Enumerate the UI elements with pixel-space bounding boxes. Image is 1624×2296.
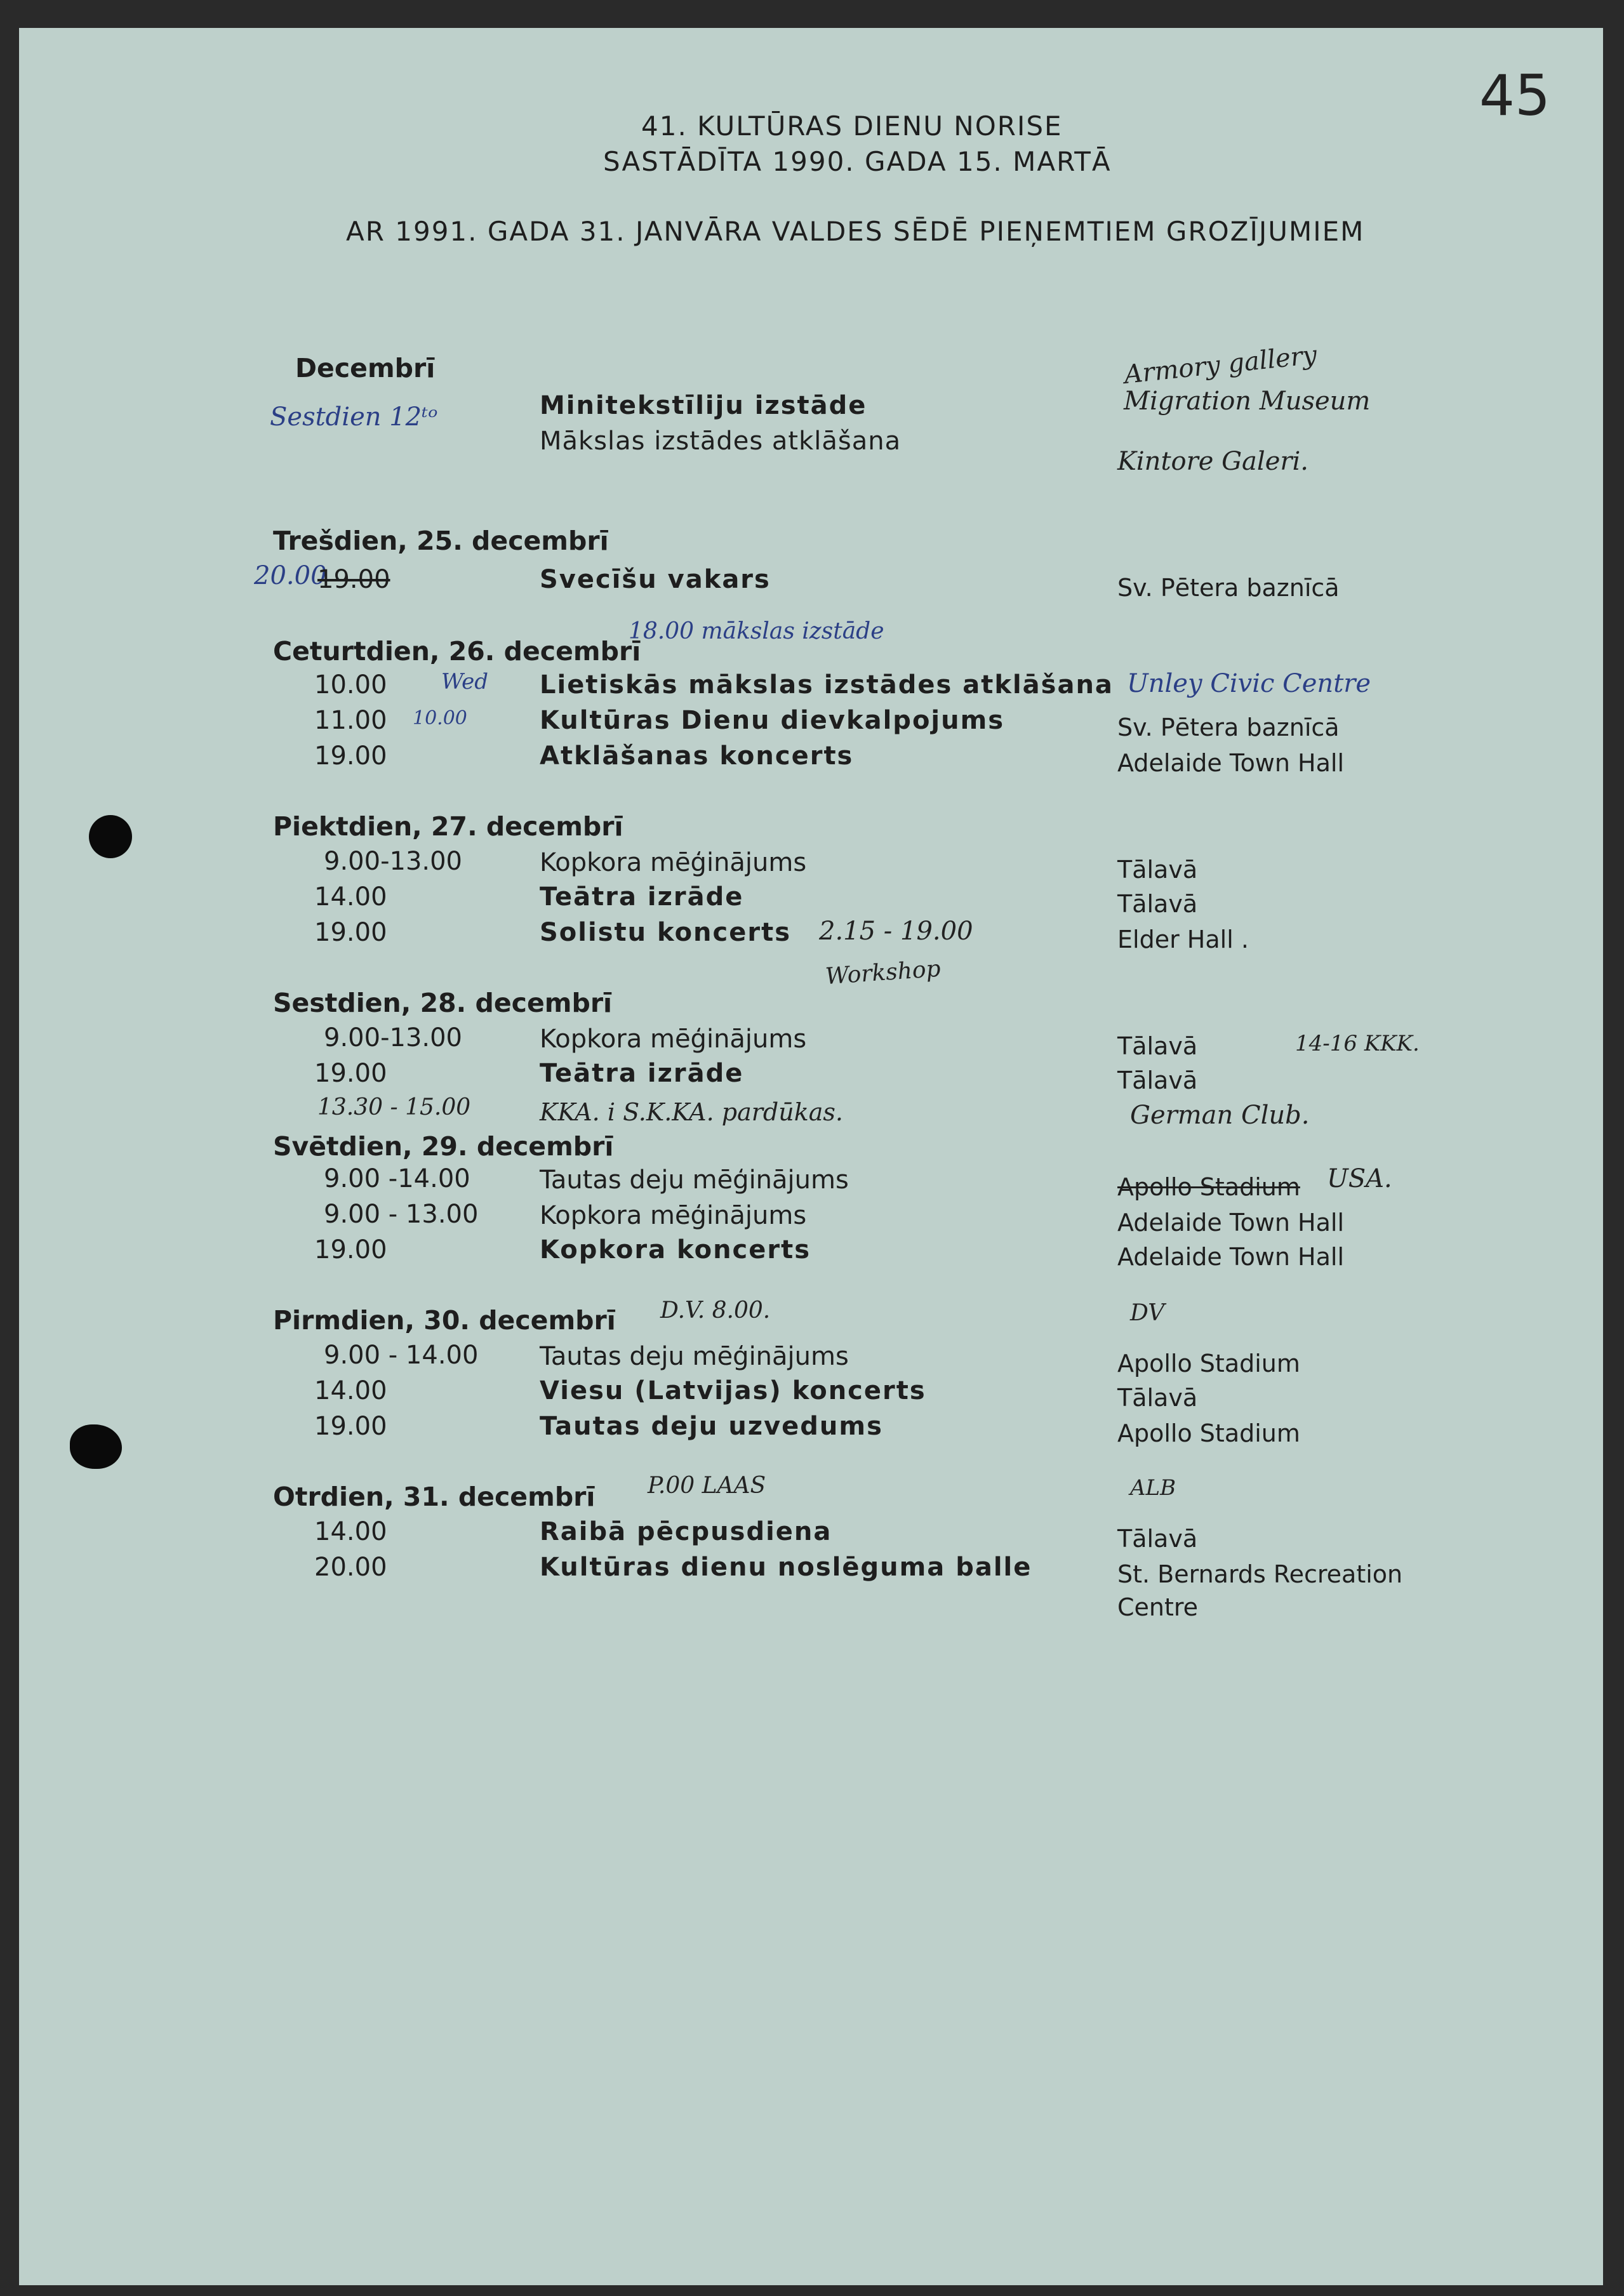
event-colourful-afternoon: Raibā pēcpusdiena bbox=[540, 1517, 832, 1546]
location-town-hall-26: Adelaide Town Hall bbox=[1117, 749, 1345, 777]
time-30-3: 19.00 bbox=[314, 1412, 387, 1441]
handwritten-event-28-3: KKA. i S.K.KA. pardūkas. bbox=[540, 1098, 843, 1126]
time-30-2: 14.00 bbox=[314, 1376, 387, 1405]
time-27-1: 9.00-13.00 bbox=[324, 847, 463, 876]
event-folk-dance-rehearsal-29: Tautas deju mēģinājums bbox=[540, 1165, 849, 1195]
handwritten-location-29-1: USA. bbox=[1327, 1164, 1392, 1193]
handwritten-location-28-1: 14-16 KKK. bbox=[1295, 1031, 1420, 1056]
location-talava-27-1: Tālavā bbox=[1117, 856, 1198, 884]
handwritten-day-note: Sestdien 12ᵗᵒ bbox=[270, 402, 438, 432]
event-choir-concert: Kopkora koncerts bbox=[540, 1235, 811, 1264]
handwritten-time-26-2: 10.00 bbox=[413, 707, 467, 729]
handwritten-time-26-1: Wed bbox=[441, 669, 489, 694]
time-27-3: 19.00 bbox=[314, 918, 387, 947]
event-theatre-28: Teātra izrāde bbox=[540, 1059, 744, 1088]
handwritten-time-25: 20.00 bbox=[254, 561, 327, 590]
time-27-2: 14.00 bbox=[314, 882, 387, 912]
day-heading-27: Piektdien, 27. decembrī bbox=[273, 811, 623, 842]
event-folk-dance-show: Tautas deju uzvedums bbox=[540, 1412, 883, 1441]
location-apollo-30-3: Apollo Stadium bbox=[1117, 1419, 1300, 1447]
day-heading-30: Pirmdien, 30. decembrī bbox=[273, 1305, 616, 1336]
event-choir-rehearsal-29: Kopkora mēģinājums bbox=[540, 1201, 807, 1230]
punch-hole-bottom bbox=[70, 1424, 122, 1469]
struck-time-25: 19.00 bbox=[317, 565, 390, 594]
punch-hole-top bbox=[89, 815, 132, 858]
handwritten-location-28-3: German Club. bbox=[1130, 1101, 1310, 1130]
event-opening-concert: Atklāšanas koncerts bbox=[540, 741, 854, 771]
event-church-service: Kultūras Dienu dievkalpojums bbox=[540, 706, 1005, 735]
title-line-3: AR 1991. GADA 31. JANVĀRA VALDES SĒDĒ PIEŅEMTIEM GROZĪJUMIEM bbox=[346, 216, 1365, 247]
location-elder-hall: Elder Hall . bbox=[1117, 926, 1249, 953]
title-line-2: SASTĀDĪTA 1990. GADA 15. MARTĀ bbox=[603, 146, 1112, 177]
event-candle-evening: Svecīšu vakars bbox=[540, 565, 771, 594]
day-heading-25: Trešdien, 25. decembrī bbox=[273, 526, 609, 556]
location-talava-28-2: Tālavā bbox=[1117, 1066, 1198, 1094]
handwritten-note-26: 18.00 mākslas izstāde bbox=[629, 618, 884, 644]
time-31-2: 20.00 bbox=[314, 1553, 387, 1582]
handwritten-time-28-3: 13.30 - 15.00 bbox=[317, 1094, 471, 1120]
location-talava-27-2: Tālavā bbox=[1117, 890, 1198, 918]
handwritten-note-27-2: Workshop bbox=[824, 955, 942, 990]
page-number: 45 bbox=[1479, 63, 1550, 128]
location-st-bernards-line-2: Centre bbox=[1117, 1593, 1199, 1621]
event-soloists-concert: Solistu koncerts bbox=[540, 918, 792, 947]
day-heading-december: Decembrī bbox=[295, 353, 436, 383]
handwritten-location-26-1: Unley Civic Centre bbox=[1127, 669, 1371, 698]
event-choir-rehearsal-28: Kopkora mēģinājums bbox=[540, 1025, 807, 1054]
time-29-3: 19.00 bbox=[314, 1235, 387, 1264]
location-apollo-30-1: Apollo Stadium bbox=[1117, 1350, 1300, 1377]
handwritten-location-31-0: ALB bbox=[1130, 1475, 1176, 1501]
time-29-2: 9.00 - 13.00 bbox=[324, 1200, 479, 1229]
handwritten-location-1b: Migration Museum bbox=[1124, 387, 1371, 416]
handwritten-note-27-1: 2.15 - 19.00 bbox=[819, 917, 973, 946]
time-26-1: 10.00 bbox=[314, 670, 387, 700]
location-st-bernards-line-1: St. Bernards Recreation bbox=[1117, 1560, 1403, 1588]
title-line-1: 41. KULTŪRAS DIENU NORISE bbox=[641, 110, 1063, 142]
time-31-1: 14.00 bbox=[314, 1517, 387, 1546]
time-29-1: 9.00 -14.00 bbox=[324, 1164, 470, 1193]
location-talava-30-2: Tālavā bbox=[1117, 1384, 1198, 1412]
event-art-exhibition-opening: Mākslas izstādes atklāšana bbox=[540, 427, 902, 456]
document-page bbox=[19, 28, 1603, 2285]
location-town-hall-29-2: Adelaide Town Hall bbox=[1117, 1209, 1345, 1237]
handwritten-location-2: Kintore Galeri. bbox=[1117, 447, 1308, 476]
handwritten-note-31: P.00 LAAS bbox=[648, 1473, 766, 1499]
location-town-hall-29-3: Adelaide Town Hall bbox=[1117, 1243, 1345, 1271]
struck-location-29-1: Apollo Stadium bbox=[1117, 1173, 1300, 1201]
day-heading-31: Otrdien, 31. decembrī bbox=[273, 1482, 596, 1512]
handwritten-location-1a: Armory gallery bbox=[1122, 340, 1319, 390]
event-applied-art-opening: Lietiskās mākslas izstādes atklāšana bbox=[540, 670, 1114, 700]
event-choir-rehearsal-27: Kopkora mēģinājums bbox=[540, 848, 807, 877]
handwritten-note-30: D.V. 8.00. bbox=[660, 1297, 771, 1324]
day-heading-28: Sestdien, 28. decembrī bbox=[273, 988, 613, 1018]
event-minitextile-exhibition: Minitekstīliju izstāde bbox=[540, 391, 867, 420]
time-28-1: 9.00-13.00 bbox=[324, 1023, 463, 1052]
day-heading-26: Ceturtdien, 26. decembrī bbox=[273, 636, 641, 667]
location-talava-31-1: Tālavā bbox=[1117, 1525, 1198, 1553]
time-30-1: 9.00 - 14.00 bbox=[324, 1341, 479, 1370]
location-st-peters-25: Sv. Pētera baznīcā bbox=[1117, 574, 1340, 602]
time-26-3: 19.00 bbox=[314, 741, 387, 771]
time-28-2: 19.00 bbox=[314, 1059, 387, 1088]
event-theatre-27: Teātra izrāde bbox=[540, 882, 744, 912]
location-talava-28-1: Tālavā bbox=[1117, 1032, 1198, 1060]
event-folk-dance-rehearsal-30: Tautas deju mēģinājums bbox=[540, 1342, 849, 1371]
location-st-peters-26: Sv. Pētera baznīcā bbox=[1117, 713, 1340, 741]
event-closing-ball: Kultūras dienu noslēguma balle bbox=[540, 1553, 1032, 1582]
handwritten-location-30-0: DV bbox=[1130, 1300, 1165, 1326]
event-guest-concert: Viesu (Latvijas) koncerts bbox=[540, 1376, 926, 1405]
day-heading-29: Svētdien, 29. decembrī bbox=[273, 1131, 614, 1162]
time-26-2: 11.00 bbox=[314, 706, 387, 735]
